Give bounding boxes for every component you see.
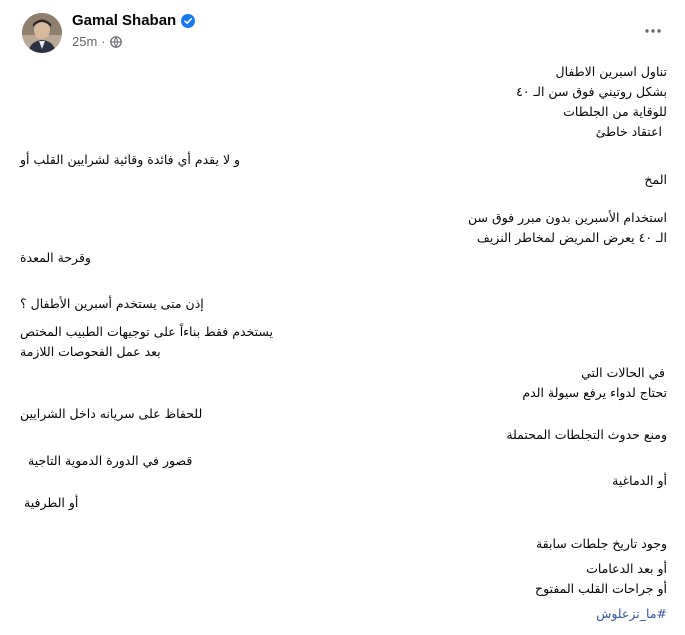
post-line: للوقاية من الجلطات (563, 104, 667, 119)
post-line: بعد عمل الفحوصات اللازمة (20, 344, 161, 359)
post-line: تحتاج لدواء يرفع سيولة الدم (522, 385, 667, 400)
hashtag-link[interactable]: #ما_تزعلوش (596, 606, 667, 621)
post-line: يستخدم فقط بناءاً على توجيهات الطبيب المختص (20, 324, 273, 339)
meta-separator: · (101, 34, 106, 49)
post-line: وجود تاريخ جلطات سابقة (535, 536, 667, 551)
author-avatar[interactable] (22, 13, 62, 53)
author-name-text[interactable]: Gamal Shaban (72, 12, 177, 29)
post-line: الـ ٤٠ يعرض المريض لمخاطر النزيف (476, 230, 667, 245)
post-line: إذن متى يستخدم أسبرين الأطفال ؟ (20, 296, 204, 311)
post-line: للحفاظ على سريانه داخل الشرايين (20, 406, 203, 421)
post-line: المخ (644, 172, 667, 187)
post-line: بشكل روتيني فوق سن الـ ٤٠ (516, 84, 667, 99)
post-line: و لا يقدم أي فائدة وقائية لشرايين القلب أو (20, 152, 241, 167)
verified-badge-icon (181, 14, 195, 28)
globe-icon[interactable] (110, 36, 122, 48)
post-line: أو الطرفية (24, 495, 79, 510)
post-line: في الحالات التي (581, 365, 665, 380)
post-header (0, 0, 685, 58)
post-line: أو بعد الدعامات (586, 561, 667, 576)
post-line: أو الدماغية (612, 473, 667, 488)
more-options-button[interactable] (640, 18, 666, 44)
post-line: ومنع حدوث التجلطات المحتملة (506, 427, 667, 442)
post-line: وقرحة المعدة (20, 250, 91, 265)
post-line: أو جراحات القلب المفتوح (535, 581, 667, 596)
post-line: استخدام الأسبرين بدون مبرر فوق سن (468, 210, 667, 225)
post-line: قصور في الدورة الدموية التاجية (28, 453, 193, 468)
post-line: تناول اسبرين الاطفال (555, 64, 667, 79)
more-options-icon (645, 29, 661, 33)
post-meta (72, 34, 122, 49)
post-time[interactable]: 25m (72, 34, 98, 49)
author-name[interactable] (72, 12, 195, 29)
post-line: اعتقاد خاطئ (595, 124, 662, 139)
